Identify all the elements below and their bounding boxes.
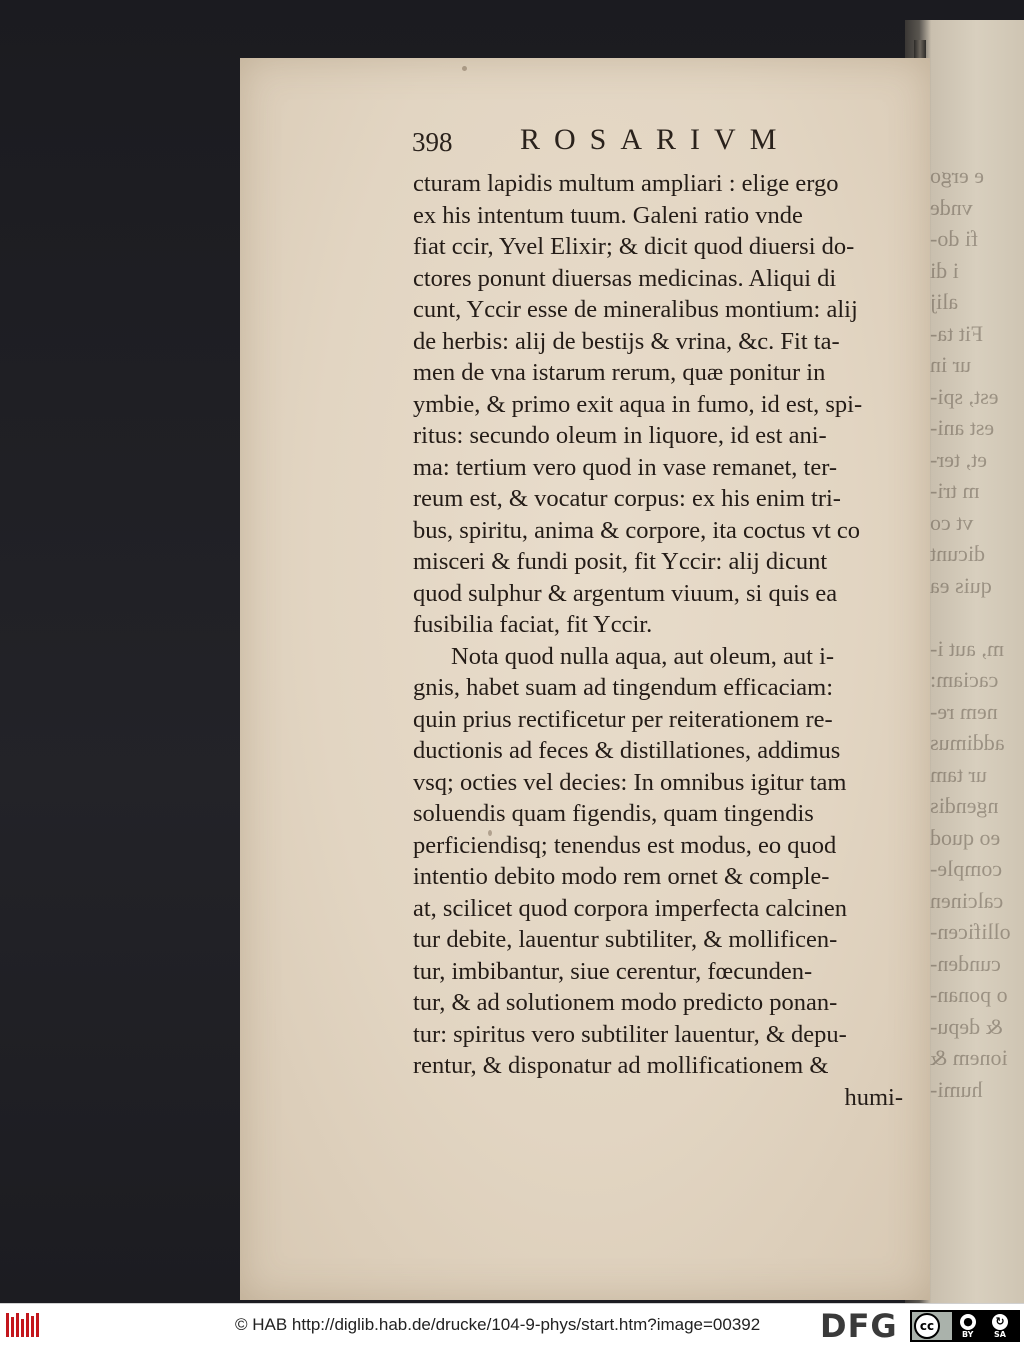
dfg-logo: DFG <box>820 1307 898 1345</box>
text-line: quin prius rectificetur per reiterationem re- <box>413 705 833 733</box>
text-line: ductionis ad feces & distillationes, addimus <box>413 737 841 764</box>
cc-icon: cc <box>914 1313 940 1339</box>
text-line: soluendis quam figendis, quam tingendis <box>413 800 814 827</box>
text-line: ymbie, & primo exit aqua in fumo, id est, spi- <box>413 390 863 418</box>
attribution-icon: ● <box>960 1314 976 1330</box>
library-barcode-icon <box>6 1313 40 1337</box>
text-line: vsq; octies vel decies: In omnibus igitur tam <box>413 768 847 796</box>
share-alike-icon: ↻ <box>992 1314 1008 1330</box>
cc-by-label: BY <box>962 1330 974 1339</box>
text-line: fusibilia faciat, fit Yccir. <box>413 611 653 638</box>
text-line: perficiendisq; tenendus est modus, eo quod <box>413 831 837 859</box>
source-link[interactable]: © HAB http://diglib.hab.de/drucke/104-9-phys/start.htm?image=00392 <box>235 1315 761 1334</box>
text-line: ma: tertium vero quod in vase remanet, ter- <box>413 453 838 481</box>
text-line: tur, & ad solutionem modo predicto ponan- <box>413 989 838 1016</box>
footer-bar <box>0 1303 1024 1346</box>
paper-speck <box>462 66 467 71</box>
text-line: tur: spiritus vero subtiliter lauentur, & depu- <box>413 1020 847 1048</box>
page-number: 398 <box>412 127 453 157</box>
bleed-through-text: e ergo vnde fi do- i di alij Fit ta- ur in est, spi- est ani- et, ter- m tri- vt co dicunt quis ea m, aut i- caciam: nem re- addimus ur tam ngendis eo quod comple- calcinen ollificen- cunden- o ponan- & depu- ionem & humi- <box>930 163 1011 1102</box>
text-line: misceri & fundi posit, fit Yccir: alij dicunt <box>413 548 828 575</box>
text-line: bus, spiritu, anima & corpore, ita coctus vt co <box>413 516 861 544</box>
text-line: cturam lapidis multum ampliari : elige ergo <box>413 170 839 197</box>
text-line: Nota quod nulla aqua, aut oleum, aut i- <box>451 642 835 670</box>
text-line: de herbis: alij de bestijs & vrina, &c. Fit ta- <box>413 327 840 355</box>
text-line: tur debite, lauentur subtiliter, & mollificen- <box>413 926 838 953</box>
text-line: tur, imbibantur, siue cerentur, fœcunden- <box>413 957 813 985</box>
body-text <box>413 168 903 1113</box>
cc-license-badge[interactable] <box>910 1310 1020 1342</box>
text-line: ex his intentum tuum. Galeni ratio vnde <box>413 201 803 229</box>
text-line: rentur, & disponatur ad mollificationem & <box>413 1052 829 1079</box>
running-title: ROSARIVM <box>520 123 791 156</box>
text-line: ctores ponunt diuersas medicinas. Aliqui di <box>413 264 837 292</box>
text-line: quod sulphur & argentum viuum, si quis ea <box>413 579 838 607</box>
text-line: gnis, habet suam ad tingendum efficaciam: <box>413 674 834 701</box>
text-line: cunt, Yccir esse de mineralibus montium: alij <box>413 296 858 323</box>
cc-sa-label: SA <box>994 1330 1006 1339</box>
text-line: reum est, & vocatur corpus: ex his enim tri- <box>413 485 841 512</box>
page-header <box>412 123 832 163</box>
text-line: fiat ccir, Yvel Elixir; & dicit quod diuersi do- <box>413 233 855 260</box>
cc-by-sa-block <box>952 1312 1018 1340</box>
text-line: men de vna istarum rerum, quæ ponitur in <box>413 359 826 386</box>
text-line: ritus: secundo oleum in liquore, id est ani- <box>413 422 827 449</box>
text-line: at, scilicet quod corpora imperfecta calcinen <box>413 894 847 922</box>
text-line: intentio debito modo rem ornet & comple- <box>413 863 830 890</box>
text-line: humi- <box>844 1083 903 1111</box>
